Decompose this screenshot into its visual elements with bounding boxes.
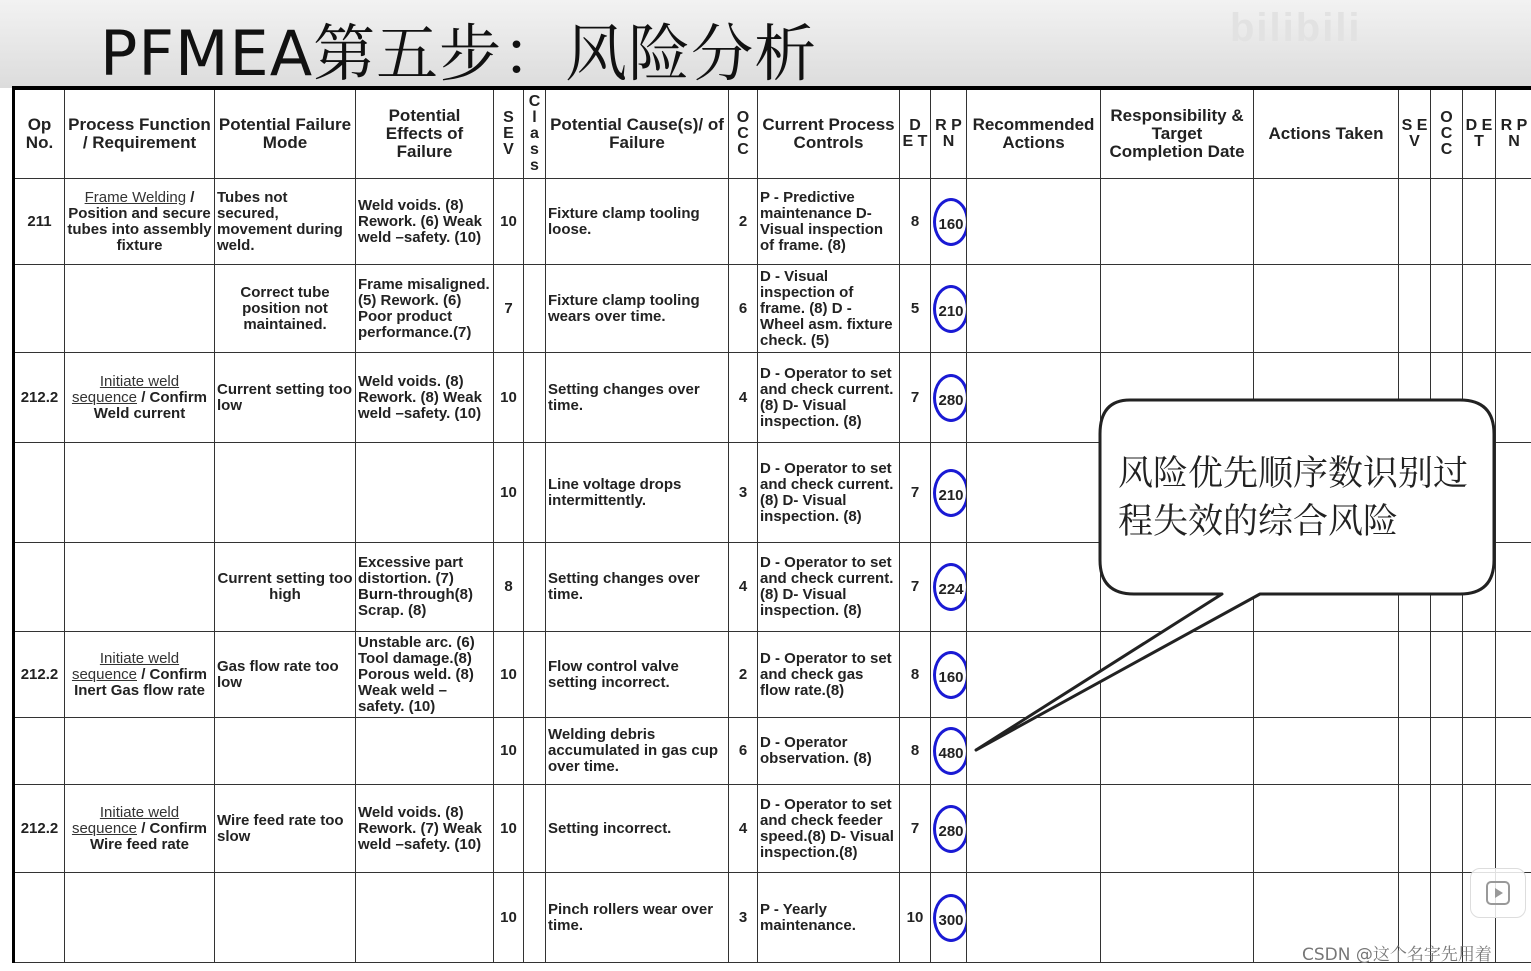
- process-function-cell: [65, 632, 215, 718]
- det-cell: 7: [900, 353, 931, 443]
- header-row: [14, 88, 1531, 179]
- effects-cell: Frame misaligned. (5) Rework. (6) Poor product performance.(7): [356, 265, 494, 353]
- cause-cell: Setting changes over time.: [546, 353, 729, 443]
- rpn-result-cell: [1496, 265, 1531, 353]
- cause-cell: Welding debris accumulated in gas cup over time.: [546, 718, 729, 785]
- process-function-cell: [65, 873, 215, 963]
- header-actions-taken: Actions Taken: [1254, 88, 1399, 179]
- rpn-value-circled: 160: [933, 198, 967, 246]
- cause-cell: Fixture clamp tooling wears over time.: [546, 265, 729, 353]
- header-rpn-result: R P N: [1496, 88, 1531, 179]
- op-no-cell: [14, 718, 65, 785]
- csdn-watermark: CSDN @这个名字先用着: [1302, 945, 1492, 965]
- occ-cell: 3: [729, 873, 758, 963]
- header-failure-mode: Potential Failure Mode: [215, 88, 356, 179]
- cause-cell: Fixture clamp tooling loose.: [546, 179, 729, 265]
- sev-cell: 10: [494, 179, 524, 265]
- op-no-cell: 212.2: [14, 785, 65, 873]
- process-function-cell: [65, 443, 215, 543]
- header-effects: Potential Effects of Failure: [356, 88, 494, 179]
- process-function-link: Initiate weld sequence: [71, 803, 180, 837]
- bilibili-watermark: bilibili: [1230, 6, 1362, 50]
- class-cell: [524, 785, 546, 873]
- effects-cell: Weld voids. (8) Rework. (6) Weak weld –safety. (10): [356, 179, 494, 265]
- effects-cell: [356, 873, 494, 963]
- det-cell: 7: [900, 443, 931, 543]
- rpn-result-cell: [1496, 443, 1531, 543]
- failure-mode-cell: [215, 718, 356, 785]
- class-cell: [524, 443, 546, 543]
- det-cell: 10: [900, 873, 931, 963]
- occ-cell: 6: [729, 265, 758, 353]
- failure-mode-cell: Gas flow rate too low: [215, 632, 356, 718]
- header-rpn: R P N: [931, 88, 967, 179]
- class-cell: [524, 353, 546, 443]
- process-function-cell: [65, 353, 215, 443]
- actions-taken-cell: [1254, 179, 1399, 265]
- play-button[interactable]: [1470, 868, 1526, 918]
- det-cell: 8: [900, 179, 931, 265]
- det-cell: 8: [900, 632, 931, 718]
- effects-cell: [356, 443, 494, 543]
- rpn-value-circled: 280: [933, 374, 967, 422]
- controls-cell: D - Operator to set and check current. (8) D- Visual inspection. (8): [758, 443, 900, 543]
- rpn-cell: [931, 785, 967, 873]
- occ-cell: 6: [729, 718, 758, 785]
- class-cell: [524, 543, 546, 632]
- effects-cell: Excessive part distortion. (7) Burn-through(8) Scrap. (8): [356, 543, 494, 632]
- responsibility-cell: [1101, 873, 1254, 963]
- failure-mode-cell: Current setting too low: [215, 353, 356, 443]
- table-row: [14, 265, 1531, 353]
- failure-mode-cell: Current setting too high: [215, 543, 356, 632]
- rpn-value-circled: 224: [933, 563, 967, 611]
- rpn-cell: [931, 873, 967, 963]
- rpn-cell: [931, 265, 967, 353]
- recommended-actions-cell: [967, 873, 1101, 963]
- play-icon: [1486, 881, 1510, 905]
- rpn-value-circled: 300: [933, 894, 967, 942]
- effects-cell: [356, 718, 494, 785]
- process-function-text: / Confirm Inert Gas flow rate: [74, 665, 208, 699]
- det-result-cell: [1463, 785, 1496, 873]
- cause-cell: Pinch rollers wear over time.: [546, 873, 729, 963]
- header-det: D E T: [900, 88, 931, 179]
- sev-cell: 10: [494, 443, 524, 543]
- sev-cell: 10: [494, 873, 524, 963]
- sev-result-cell: [1399, 265, 1431, 353]
- process-function-text: / Confirm Weld current: [93, 388, 208, 422]
- table-row: [14, 179, 1531, 265]
- op-no-cell: [14, 873, 65, 963]
- rpn-cell: [931, 179, 967, 265]
- class-cell: [524, 265, 546, 353]
- sev-cell: 10: [494, 353, 524, 443]
- page-title: PFMEA第五步：风险分析: [100, 17, 818, 90]
- class-cell: [524, 632, 546, 718]
- rpn-value-circled: 280: [933, 805, 967, 853]
- recommended-actions-cell: [967, 785, 1101, 873]
- controls-cell: D - Operator to set and check gas flow rate.(8): [758, 632, 900, 718]
- controls-cell: D - Operator to set and check current. (8) D- Visual inspection. (8): [758, 353, 900, 443]
- table-row: [14, 785, 1531, 873]
- occ-result-cell: [1431, 785, 1463, 873]
- failure-mode-cell: Tubes not secured, movement during weld.: [215, 179, 356, 265]
- rpn-result-cell: [1496, 353, 1531, 443]
- process-function-cell: [65, 785, 215, 873]
- cause-cell: Setting incorrect.: [546, 785, 729, 873]
- controls-cell: D - Operator to set and check feeder speed.(8) D- Visual inspection.(8): [758, 785, 900, 873]
- sev-result-cell: [1399, 179, 1431, 265]
- controls-cell: D - Operator to set and check current. (8) D- Visual inspection. (8): [758, 543, 900, 632]
- det-cell: 7: [900, 543, 931, 632]
- responsibility-cell: [1101, 179, 1254, 265]
- process-function-text: / Confirm Wire feed rate: [89, 819, 208, 853]
- process-function-text: / Position and secure tubes into assembly fixture: [67, 188, 212, 254]
- header-op-no: Op No.: [14, 88, 65, 179]
- header-process-function: Process Function / Requirement: [65, 88, 215, 179]
- header-class: C l a s s: [524, 88, 546, 179]
- sev-cell: 7: [494, 265, 524, 353]
- occ-result-cell: [1431, 179, 1463, 265]
- responsibility-cell: [1101, 785, 1254, 873]
- occ-cell: 2: [729, 632, 758, 718]
- det-cell: 7: [900, 785, 931, 873]
- sev-cell: 10: [494, 785, 524, 873]
- controls-cell: P - Predictive maintenance D- Visual inspection of frame. (8): [758, 179, 900, 265]
- op-no-cell: [14, 443, 65, 543]
- class-cell: [524, 179, 546, 265]
- process-function-cell: [65, 265, 215, 353]
- occ-cell: 4: [729, 785, 758, 873]
- rpn-value-circled: 160: [933, 651, 967, 699]
- det-cell: 8: [900, 718, 931, 785]
- class-cell: [524, 718, 546, 785]
- header-controls: Current Process Controls: [758, 88, 900, 179]
- failure-mode-cell: Wire feed rate too slow: [215, 785, 356, 873]
- rpn-result-cell: [1496, 718, 1531, 785]
- recommended-actions-cell: [967, 265, 1101, 353]
- op-no-cell: [14, 543, 65, 632]
- responsibility-cell: [1101, 265, 1254, 353]
- process-function-link: Frame Welding: [84, 188, 187, 206]
- sev-result-cell: [1399, 785, 1431, 873]
- effects-cell: Weld voids. (8) Rework. (8) Weak weld –safety. (10): [356, 353, 494, 443]
- det-result-cell: [1463, 265, 1496, 353]
- effects-cell: Weld voids. (8) Rework. (7) Weak weld –safety. (10): [356, 785, 494, 873]
- rpn-value-circled: 210: [933, 469, 967, 517]
- rpn-value-circled: 210: [933, 285, 967, 333]
- header-det-result: D E T: [1463, 88, 1496, 179]
- header-occ: O C C: [729, 88, 758, 179]
- det-result-cell: [1463, 179, 1496, 265]
- header-recommended-actions: Recommended Actions: [967, 88, 1101, 179]
- det-cell: 5: [900, 265, 931, 353]
- sev-cell: 10: [494, 632, 524, 718]
- op-no-cell: 212.2: [14, 632, 65, 718]
- op-no-cell: [14, 265, 65, 353]
- header-responsibility: Responsibility & Target Completion Date: [1101, 88, 1254, 179]
- rpn-result-cell: [1496, 179, 1531, 265]
- header-occ-result: O C C: [1431, 88, 1463, 179]
- header-causes: Potential Cause(s)/ of Failure: [546, 88, 729, 179]
- occ-cell: 4: [729, 543, 758, 632]
- occ-result-cell: [1431, 265, 1463, 353]
- controls-cell: P - Yearly maintenance.: [758, 873, 900, 963]
- controls-cell: D - Visual inspection of frame. (8) D - Wheel asm. fixture check. (5): [758, 265, 900, 353]
- header-sev-result: S E V: [1399, 88, 1431, 179]
- sev-cell: 10: [494, 718, 524, 785]
- process-function-link: Initiate weld sequence: [71, 649, 180, 683]
- rpn-result-cell: [1496, 543, 1531, 632]
- effects-cell: Unstable arc. (6) Tool damage.(8) Porous weld. (8) Weak weld –safety. (10): [356, 632, 494, 718]
- controls-cell: D - Operator observation. (8): [758, 718, 900, 785]
- op-no-cell: 211: [14, 179, 65, 265]
- failure-mode-cell: [215, 873, 356, 963]
- occ-cell: 2: [729, 179, 758, 265]
- actions-taken-cell: [1254, 265, 1399, 353]
- failure-mode-cell: [215, 443, 356, 543]
- rpn-result-cell: [1496, 632, 1531, 718]
- cause-cell: Setting changes over time.: [546, 543, 729, 632]
- process-function-cell: [65, 718, 215, 785]
- cause-cell: Line voltage drops intermittently.: [546, 443, 729, 543]
- callout-text: 风险优先顺序数识别过程失效的综合风险: [1118, 454, 1469, 542]
- actions-taken-cell: [1254, 785, 1399, 873]
- class-cell: [524, 873, 546, 963]
- header-sev: S E V: [494, 88, 524, 179]
- sev-cell: 8: [494, 543, 524, 632]
- rpn-result-cell: [1496, 785, 1531, 873]
- failure-mode-cell: Correct tube position not maintained.: [215, 265, 356, 353]
- process-function-cell: [65, 179, 215, 265]
- op-no-cell: 212.2: [14, 353, 65, 443]
- process-function-link: Initiate weld sequence: [71, 372, 180, 406]
- rpn-value-circled: 480: [933, 727, 967, 775]
- occ-cell: 3: [729, 443, 758, 543]
- cause-cell: Flow control valve setting incorrect.: [546, 632, 729, 718]
- recommended-actions-cell: [967, 179, 1101, 265]
- occ-cell: 4: [729, 353, 758, 443]
- process-function-cell: [65, 543, 215, 632]
